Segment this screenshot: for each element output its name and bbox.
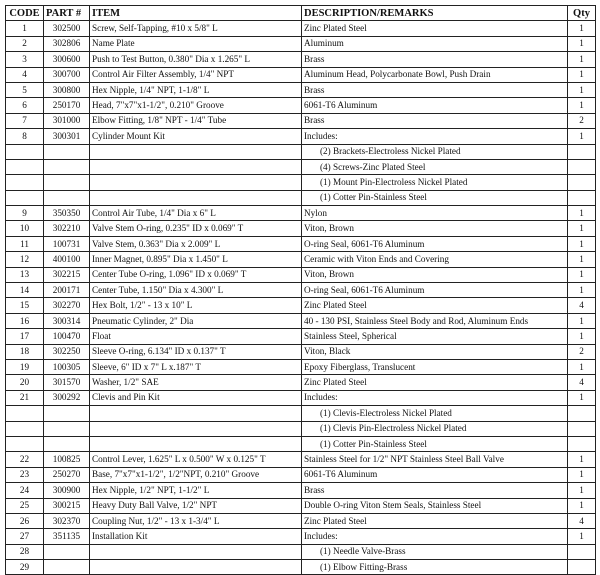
item-cell: Control Air Filter Assembly, 1/4" NPT [90, 67, 302, 82]
code-cell: 6 [6, 98, 44, 113]
code-cell: 27 [6, 529, 44, 544]
table-row [6, 67, 596, 82]
table-row [6, 252, 596, 267]
code-cell: 19 [6, 359, 44, 374]
code-cell: 26 [6, 513, 44, 528]
qty-cell: 1 [568, 483, 596, 498]
item-cell [90, 190, 302, 205]
item-cell: Heavy Duty Ball Valve, 1/2" NPT [90, 498, 302, 513]
qty-cell: 1 [568, 452, 596, 467]
qty-cell: 4 [568, 298, 596, 313]
part-number-cell [44, 159, 90, 174]
qty-cell [568, 144, 596, 159]
code-cell [6, 436, 44, 451]
qty-cell: 1 [568, 82, 596, 97]
table-row [6, 267, 596, 282]
item-header: ITEM [90, 6, 302, 21]
item-cell [90, 406, 302, 421]
item-cell: Sleeve, 6" ID x 7" L x.187" T [90, 359, 302, 374]
item-cell: Valve Stem, 0.363" Dia x 2.009" L [90, 236, 302, 251]
part-number-cell: 100825 [44, 452, 90, 467]
table-row [6, 190, 596, 205]
table-row [6, 436, 596, 451]
item-cell [90, 159, 302, 174]
description-cell: 6061-T6 Aluminum [302, 467, 568, 482]
qty-cell: 1 [568, 498, 596, 513]
description-cell: Epoxy Fiberglass, Translucent [302, 359, 568, 374]
code-cell: 10 [6, 221, 44, 236]
qty-cell: 1 [568, 529, 596, 544]
description-cell: (1) Mount Pin-Electroless Nickel Plated [302, 175, 568, 190]
part-number-cell [44, 544, 90, 559]
description-cell: Zinc Plated Steel [302, 513, 568, 528]
qty-cell: 1 [568, 98, 596, 113]
item-cell: Hex Bolt, 1/2" - 13 x 10" L [90, 298, 302, 313]
description-cell: (2) Brackets-Electroless Nickel Plated [302, 144, 568, 159]
item-cell: Hex Nipple, 1/4" NPT, 1-1/8" L [90, 82, 302, 97]
item-cell [90, 560, 302, 575]
item-cell: Clevis and Pin Kit [90, 390, 302, 405]
code-cell: 14 [6, 283, 44, 298]
qty-cell [568, 406, 596, 421]
item-cell: Inner Magnet, 0.895" Dia x 1.450" L [90, 252, 302, 267]
description-cell: Includes: [302, 390, 568, 405]
part-number-cell: 302215 [44, 267, 90, 282]
part-number-cell: 100470 [44, 329, 90, 344]
code-cell: 8 [6, 129, 44, 144]
description-cell: 40 - 130 PSI, Stainless Steel Body and Rod, Aluminum Ends [302, 313, 568, 328]
code-cell: 1 [6, 21, 44, 36]
part-number-cell: 301570 [44, 375, 90, 390]
table-row [6, 236, 596, 251]
code-cell: 22 [6, 452, 44, 467]
description-cell: Aluminum Head, Polycarbonate Bowl, Push Drain [302, 67, 568, 82]
qty-cell: 1 [568, 313, 596, 328]
item-cell: Name Plate [90, 36, 302, 51]
description-cell: Zinc Plated Steel [302, 21, 568, 36]
code-cell: 16 [6, 313, 44, 328]
part-number-cell: 300800 [44, 82, 90, 97]
qty-cell [568, 421, 596, 436]
part-number-cell: 300292 [44, 390, 90, 405]
description-cell: Zinc Plated Steel [302, 375, 568, 390]
description-cell: Viton, Brown [302, 221, 568, 236]
qty-cell: 1 [568, 52, 596, 67]
item-cell: Elbow Fitting, 1/8" NPT - 1/4" Tube [90, 113, 302, 128]
item-cell: Washer, 1/2" SAE [90, 375, 302, 390]
table-row [6, 313, 596, 328]
table-row [6, 560, 596, 575]
item-cell: Coupling Nut, 1/2" - 13 x 1-3/4" L [90, 513, 302, 528]
code-cell: 23 [6, 467, 44, 482]
description-cell: Zinc Plated Steel [302, 298, 568, 313]
description-cell: Brass [302, 113, 568, 128]
table-row [6, 421, 596, 436]
item-cell [90, 544, 302, 559]
item-cell: Pneumatic Cylinder, 2" Dia [90, 313, 302, 328]
description-cell: Brass [302, 82, 568, 97]
qty-cell: 1 [568, 67, 596, 82]
part-number-cell: 302370 [44, 513, 90, 528]
code-cell: 17 [6, 329, 44, 344]
qty-cell [568, 560, 596, 575]
item-cell: Push to Test Button, 0.380" Dia x 1.265" L [90, 52, 302, 67]
code-cell [6, 421, 44, 436]
code-cell: 24 [6, 483, 44, 498]
item-cell: Center Tube, 1.150" Dia x 4.300" L [90, 283, 302, 298]
part-number-cell: 300900 [44, 483, 90, 498]
code-cell: 9 [6, 206, 44, 221]
qty-cell: 1 [568, 267, 596, 282]
qty-cell: 1 [568, 359, 596, 374]
description-cell: (1) Clevis Pin-Electroless Nickel Plated [302, 421, 568, 436]
table-row [6, 329, 596, 344]
code-cell: 5 [6, 82, 44, 97]
parts-list-table [5, 5, 596, 575]
code-cell: 11 [6, 236, 44, 251]
qty-cell: 1 [568, 221, 596, 236]
item-cell: Center Tube O-ring, 1.096" ID x 0.069" T [90, 267, 302, 282]
part-number-cell: 302270 [44, 298, 90, 313]
table-row [6, 129, 596, 144]
description-cell: (1) Elbow Fitting-Brass [302, 560, 568, 575]
code-cell: 25 [6, 498, 44, 513]
part-number-cell [44, 436, 90, 451]
code-cell [6, 190, 44, 205]
description-cell: (1) Clevis-Electroless Nickel Plated [302, 406, 568, 421]
code-cell: 13 [6, 267, 44, 282]
table-row [6, 82, 596, 97]
table-row [6, 175, 596, 190]
part-number-cell: 300700 [44, 67, 90, 82]
table-row [6, 159, 596, 174]
item-cell: Control Lever, 1.625" L x 0.500" W x 0.125" T [90, 452, 302, 467]
code-header: CODE [6, 6, 44, 21]
table-row [6, 375, 596, 390]
table-row [6, 98, 596, 113]
table-row [6, 467, 596, 482]
table-row [6, 21, 596, 36]
code-cell: 28 [6, 544, 44, 559]
code-cell [6, 175, 44, 190]
item-cell [90, 175, 302, 190]
part-number-cell: 300215 [44, 498, 90, 513]
qty-cell [568, 175, 596, 190]
part-number-cell: 351135 [44, 529, 90, 544]
table-row [6, 221, 596, 236]
item-cell [90, 421, 302, 436]
part-number-cell: 302210 [44, 221, 90, 236]
description-cell: Includes: [302, 129, 568, 144]
table-row [6, 452, 596, 467]
description-cell: (1) Cotter Pin-Stainless Steel [302, 436, 568, 451]
description-cell: 6061-T6 Aluminum [302, 98, 568, 113]
item-cell: Valve Stem O-ring, 0.235" ID x 0.069" T [90, 221, 302, 236]
part-number-cell [44, 421, 90, 436]
item-cell: Installation Kit [90, 529, 302, 544]
qty-cell: 1 [568, 206, 596, 221]
table-row [6, 513, 596, 528]
qty-cell: 1 [568, 236, 596, 251]
code-cell: 2 [6, 36, 44, 51]
code-cell: 20 [6, 375, 44, 390]
description-cell: Stainless Steel, Spherical [302, 329, 568, 344]
part-number-cell [44, 144, 90, 159]
description-cell: (4) Screws-Zinc Plated Steel [302, 159, 568, 174]
description-cell: (1) Cotter Pin-Stainless Steel [302, 190, 568, 205]
item-cell: Head, 7"x7"x1-1/2", 0.210" Groove [90, 98, 302, 113]
description-cell: Double O-ring Viton Stem Seals, Stainless Steel [302, 498, 568, 513]
qty-cell: 1 [568, 390, 596, 405]
qty-cell: 2 [568, 344, 596, 359]
code-cell: 21 [6, 390, 44, 405]
table-row [6, 144, 596, 159]
qty-cell: 1 [568, 329, 596, 344]
part-number-cell [44, 175, 90, 190]
qty-cell [568, 436, 596, 451]
code-cell: 15 [6, 298, 44, 313]
qty-cell: 1 [568, 252, 596, 267]
code-cell: 3 [6, 52, 44, 67]
qty-cell: 1 [568, 21, 596, 36]
part-number-cell: 300301 [44, 129, 90, 144]
part-number-cell: 100305 [44, 359, 90, 374]
qty-cell: 1 [568, 36, 596, 51]
qty-header: Qty [568, 6, 596, 21]
description-cell: Viton, Black [302, 344, 568, 359]
description-cell: Stainless Steel for 1/2" NPT Stainless Steel Ball Valve [302, 452, 568, 467]
part-number-cell: 100731 [44, 236, 90, 251]
qty-cell [568, 159, 596, 174]
qty-cell: 1 [568, 467, 596, 482]
part-number-cell: 350350 [44, 206, 90, 221]
table-row [6, 359, 596, 374]
part-number-cell: 300314 [44, 313, 90, 328]
code-cell [6, 406, 44, 421]
qty-cell [568, 190, 596, 205]
description-cell: Brass [302, 483, 568, 498]
table-body [6, 21, 596, 575]
table-row [6, 406, 596, 421]
table-row [6, 206, 596, 221]
table-row [6, 483, 596, 498]
part-number-cell: 200171 [44, 283, 90, 298]
part-number-cell [44, 406, 90, 421]
code-cell: 7 [6, 113, 44, 128]
item-cell [90, 436, 302, 451]
item-cell: Hex Nipple, 1/2" NPT, 1-1/2" L [90, 483, 302, 498]
description-header: DESCRIPTION/REMARKS [302, 6, 568, 21]
description-cell: O-ring Seal, 6061-T6 Aluminum [302, 283, 568, 298]
description-cell: Ceramic with Viton Ends and Covering [302, 252, 568, 267]
description-cell: Nylon [302, 206, 568, 221]
part-number-cell: 300600 [44, 52, 90, 67]
qty-cell [568, 544, 596, 559]
table-row [6, 52, 596, 67]
part-number-cell: 250270 [44, 467, 90, 482]
part-number-cell: 302250 [44, 344, 90, 359]
item-cell: Cylinder Mount Kit [90, 129, 302, 144]
qty-cell: 4 [568, 375, 596, 390]
item-cell: Control Air Tube, 1/4" Dia x 6" L [90, 206, 302, 221]
table-row [6, 344, 596, 359]
qty-cell: 4 [568, 513, 596, 528]
item-cell: Base, 7"x7"x1-1/2", 1/2"NPT, 0.210" Groove [90, 467, 302, 482]
code-cell: 4 [6, 67, 44, 82]
description-cell: (1) Needle Valve-Brass [302, 544, 568, 559]
code-cell [6, 159, 44, 174]
header-row [6, 6, 596, 21]
part-number-cell: 400100 [44, 252, 90, 267]
part-number-cell [44, 560, 90, 575]
part-number-cell: 250170 [44, 98, 90, 113]
description-cell: Includes: [302, 529, 568, 544]
item-cell: Screw, Self-Tapping, #10 x 5/8" L [90, 21, 302, 36]
code-cell [6, 144, 44, 159]
part-number-cell: 302806 [44, 36, 90, 51]
description-cell: O-ring Seal, 6061-T6 Aluminum [302, 236, 568, 251]
table-row [6, 113, 596, 128]
part-header: PART # [44, 6, 90, 21]
qty-cell: 1 [568, 283, 596, 298]
qty-cell: 1 [568, 129, 596, 144]
table-row [6, 36, 596, 51]
description-cell: Viton, Brown [302, 267, 568, 282]
code-cell: 12 [6, 252, 44, 267]
item-cell: Sleeve O-ring, 6.134" ID x 0.137" T [90, 344, 302, 359]
table-row [6, 544, 596, 559]
description-cell: Brass [302, 52, 568, 67]
table-row [6, 390, 596, 405]
table-row [6, 298, 596, 313]
code-cell: 18 [6, 344, 44, 359]
part-number-cell: 302500 [44, 21, 90, 36]
code-cell: 29 [6, 560, 44, 575]
table-row [6, 529, 596, 544]
part-number-cell [44, 190, 90, 205]
item-cell [90, 144, 302, 159]
part-number-cell: 301000 [44, 113, 90, 128]
qty-cell: 2 [568, 113, 596, 128]
item-cell: Float [90, 329, 302, 344]
description-cell: Aluminum [302, 36, 568, 51]
table-row [6, 283, 596, 298]
